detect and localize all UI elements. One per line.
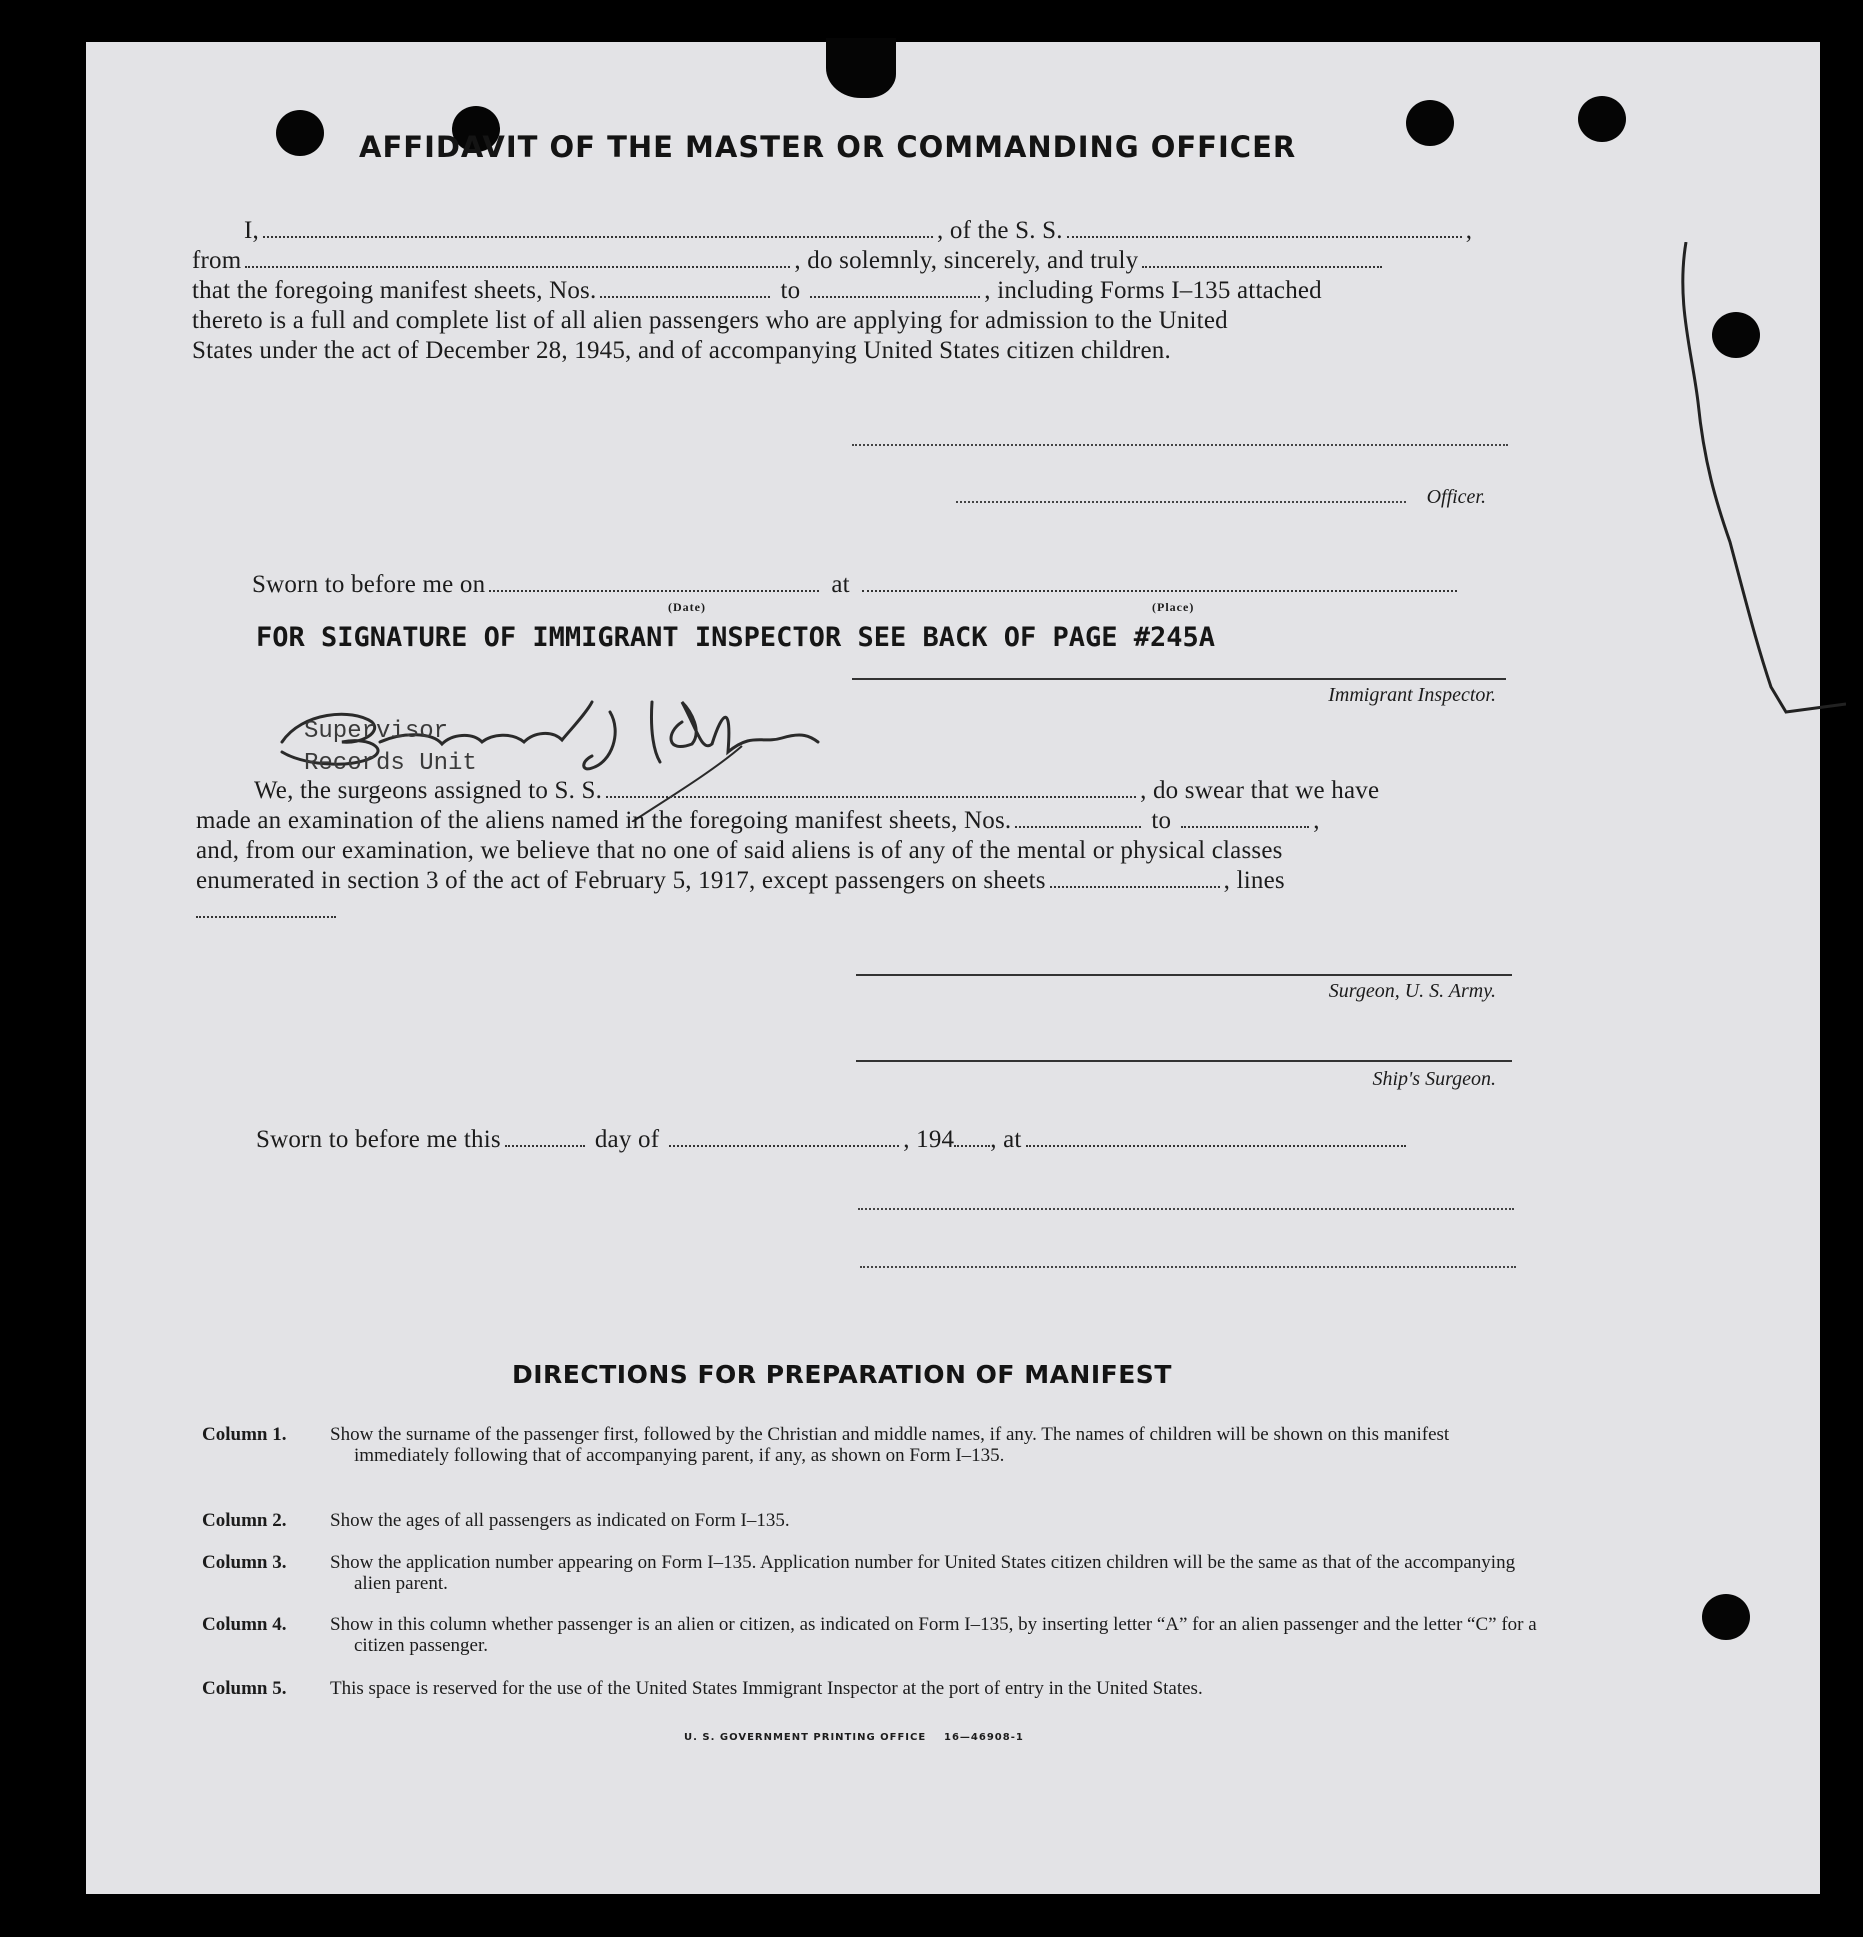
torn-edge-top: [826, 38, 896, 98]
affidavit-paragraph: [192, 216, 1542, 366]
affidavit-line-4: thereto is a full and complete list of all alien passengers who are applying for admission to the United: [192, 307, 1228, 334]
direction-column-label: Column 3.: [202, 1552, 287, 1573]
directions-title: DIRECTIONS FOR PREPARATION OF MANIFEST: [512, 1360, 1172, 1389]
paper-tear-mark: [1646, 242, 1846, 732]
direction-column-label: Column 4.: [202, 1614, 287, 1635]
ships-surgeon-label: Ship's Surgeon.: [1372, 1068, 1496, 1090]
direction-text: Show the ages of all passengers as indicated on Form I–135.: [330, 1510, 790, 1531]
inspector-signature-line: [852, 678, 1506, 680]
date-caption: (Date): [668, 600, 706, 614]
surgeon-ship-blank: [606, 795, 1136, 798]
inspector-stamp: FOR SIGNATURE OF IMMIGRANT INSPECTOR SEE BACK OF PAGE #245A: [256, 622, 1216, 653]
direction-text: Show the surname of the passenger first, followed by the Christian and middle names, if any. The names of children will be shown on this manifest immediately following that of accompanying parent, if any, as shown on Form I–135.: [330, 1424, 1450, 1466]
place-blank: [862, 589, 1457, 592]
direction-text: Show the application number appearing on Form I–135. Application number for United States citizen children will be the same as that of the accompanying alien parent.: [330, 1552, 1516, 1594]
sworn-this-day-line: Sworn to before me this day of , 194 , at: [256, 1125, 1526, 1155]
surgeon-army-signature-line: [856, 974, 1512, 976]
day-blank: [505, 1144, 585, 1147]
direction-column-label: Column 1.: [202, 1424, 287, 1445]
declare-blank: [1142, 265, 1382, 268]
sheet-from-blank: [600, 295, 770, 298]
form-code: 16—46908-1: [944, 1732, 1024, 1743]
typed-records-unit: Records Unit: [304, 750, 477, 777]
lines-blank: [196, 915, 336, 918]
sworn-signature-line-1: [858, 1208, 1514, 1210]
affidavit-line-5: States under the act of December 28, 1945, and of accompanying United States citizen children.: [192, 337, 1171, 364]
page-title: AFFIDAVIT OF THE MASTER OR COMMANDING OFFICER: [359, 130, 1297, 164]
sworn-signature-line-2: [860, 1266, 1516, 1268]
direction-column-label: Column 2.: [202, 1510, 287, 1531]
direction-column-label: Column 5.: [202, 1678, 287, 1699]
ship-blank: [1067, 235, 1462, 238]
affidavit-line-1: I, , of the S. S. ,: [244, 217, 1473, 244]
typed-supervisor: Supervisor: [304, 718, 449, 745]
direction-text: Show in this column whether passenger is an alien or citizen, as indicated on Form I–135, by inserting letter “A” for an alien passenger and the letter “C” for a citizen passenger.: [330, 1614, 1537, 1656]
surgeons-line-1: We, the surgeons assigned to S. S. , do swear that we have: [254, 777, 1380, 804]
surgeons-line-3: and, from our examination, we believe that no one of said aliens is of any of the mental or physical classes: [196, 837, 1283, 864]
exam-sheet-from-blank: [1015, 825, 1141, 828]
exam-sheet-to-blank: [1181, 825, 1309, 828]
punch-hole: [1578, 96, 1626, 142]
officer-signature-line-1: [852, 444, 1508, 446]
printer-imprint: U. S. GOVERNMENT PRINTING OFFICE: [684, 1732, 927, 1743]
month-blank: [669, 1144, 899, 1147]
affidavit-line-3: that the foregoing manifest sheets, Nos. to , including Forms I–135 attached: [192, 277, 1322, 304]
surgeons-line-4: enumerated in section 3 of the act of February 5, 1917, except passengers on sheets , lines: [196, 867, 1285, 894]
surgeon-army-label: Surgeon, U. S. Army.: [1328, 980, 1496, 1002]
ships-surgeon-signature-line: [856, 1060, 1512, 1062]
document-page: [86, 42, 1820, 1894]
inspector-label: Immigrant Inspector.: [1328, 684, 1496, 706]
surgeons-line-2: made an examination of the aliens named in the foregoing manifest sheets, Nos. to ,: [196, 807, 1320, 834]
officer-label: Officer.: [1426, 486, 1486, 508]
punch-hole: [1702, 1594, 1750, 1640]
direction-text: This space is reserved for the use of the United States Immigrant Inspector at the port of entry in the United States.: [330, 1678, 1203, 1699]
punch-hole: [276, 110, 324, 156]
sworn-place-blank: [1026, 1144, 1406, 1147]
punch-hole: [1406, 100, 1454, 146]
affidavit-line-2: from , do solemnly, sincerely, and truly: [192, 246, 1542, 276]
except-sheets-blank: [1050, 885, 1220, 888]
name-blank: [263, 235, 933, 238]
from-blank: [245, 265, 790, 268]
date-blank: [489, 589, 819, 592]
sheet-to-blank: [810, 295, 980, 298]
surgeons-line-5: [196, 896, 1546, 926]
place-caption: (Place): [1152, 600, 1195, 614]
surgeons-paragraph: [196, 776, 1546, 926]
sworn-before-line: Sworn to before me on at: [252, 570, 1512, 600]
officer-signature-line-2: [956, 501, 1406, 503]
year-blank: [954, 1144, 990, 1147]
